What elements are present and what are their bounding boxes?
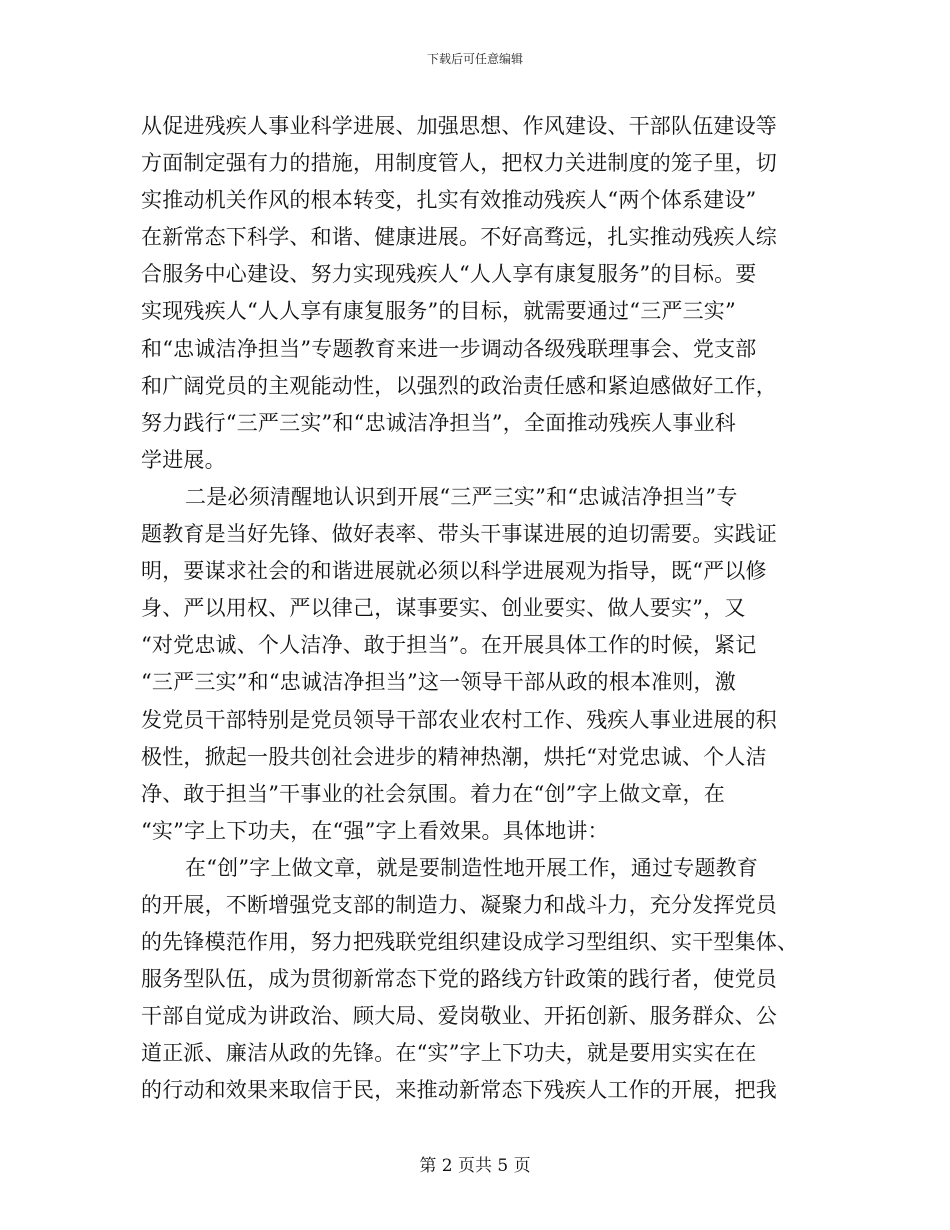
text-line: 的行动和效果来取信于民，来推动新常态下残疾人工作的开展，把我 <box>141 1078 777 1103</box>
text-line: 学进展。 <box>141 447 226 472</box>
body-text <box>141 108 811 1110</box>
text-line: 努力践行“三严三实”和“忠诚洁净担当”，全面推动残疾人事业科 <box>141 410 736 435</box>
text-line: 的开展，不断增强党支部的制造力、凝聚力和战斗力，充分发挥党员 <box>141 892 777 917</box>
paragraph-start-line: 在“创”字上做文章，就是要制造性地开展工作，通过专题教育 <box>185 855 759 880</box>
text-line: 服务型队伍，成为贯彻新常态下党的路线方针政策的践行者，使党员 <box>141 967 777 992</box>
text-line: 实推动机关作风的根本转变，扎实有效推动残疾人“两个体系建设” <box>141 188 757 213</box>
text-line: 题教育是当好先锋、做好表率、带头干事谋进展的迫切需要。实践证 <box>141 522 777 547</box>
text-line: 净、敢于担当”干事业的社会氛围。着力在“创”字上做文章，在 <box>141 781 726 806</box>
text-line: 发党员干部特别是党员领导干部农业农村工作、残疾人事业进展的积 <box>141 707 777 732</box>
paragraph-start-line: 二是必须清醒地认识到开展“三严三实”和“忠诚洁净担当”专 <box>185 484 738 509</box>
text-line: 方面制定强有力的措施，用制度管人，把权力关进制度的笼子里，切 <box>141 151 777 176</box>
text-line: 干部自觉成为讲政治、顾大局、爱岗敬业、开拓创新、服务群众、公 <box>141 1004 777 1029</box>
text-line: “实”字上下功夫，在“强”字上看效果。具体地讲： <box>141 818 609 843</box>
text-line: 道正派、廉洁从政的先锋。在“实”字上下功夫，就是要用实实在在 <box>141 1041 757 1066</box>
text-line: 的先锋模范作用，努力把残联党组织建设成学习型组织、实干型集体、 <box>141 930 799 955</box>
text-line: 明，要谋求社会的和谐进展就必须以科学进展观为指导，既“严以修 <box>141 559 767 584</box>
text-line: “三严三实”和“忠诚洁净担当”这一领导干部从政的根本准则，激 <box>141 670 736 695</box>
text-line: 从促进残疾人事业科学进展、加强思想、作风建设、干部队伍建设等 <box>141 114 777 138</box>
text-line: 在新常态下科学、和谐、健康进展。不好高骛远，扎实推动残疾人综 <box>141 225 777 250</box>
text-line: 极性，掀起一股共创社会进步的精神热潮，烘托“对党忠诚、个人洁 <box>141 744 767 769</box>
page-header: 下载后可任意编辑 <box>426 52 523 66</box>
text-line: 身、严以用权、严以律己，谋事要实、创业要实、做人要实”，又 <box>141 596 746 621</box>
text-line: 实现残疾人“人人享有康复服务”的目标，就需要通过“三严三实” <box>141 299 736 324</box>
text-line: “对党忠诚、个人洁净、敢于担当”。在开展具体工作的时候，紧记 <box>141 633 757 658</box>
text-line: 合服务中心建设、努力实现残疾人“人人享有康复服务”的目标。要 <box>141 262 757 287</box>
page-footer: 第 2 页共 5 页 <box>419 1156 531 1176</box>
text-line: 和广阔党员的主观能动性，以强烈的政治责任感和紧迫感做好工作， <box>141 373 777 398</box>
text-line: 和“忠诚洁净担当”专题教育来进一步调动各级残联理事会、党支部 <box>141 336 757 361</box>
